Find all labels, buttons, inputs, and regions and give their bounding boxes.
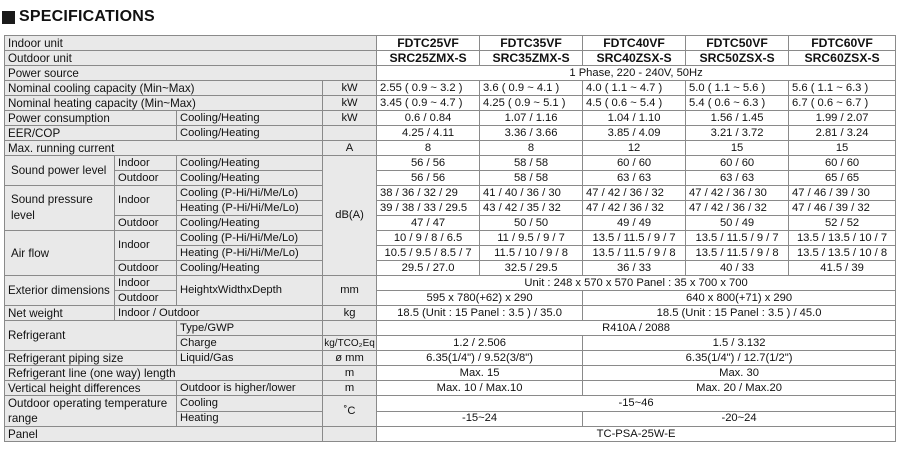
value-cell: 47 / 42 / 36 / 30 (686, 186, 789, 201)
sub-label: Heating (177, 411, 323, 427)
label-eer-cop: EER/COP (5, 126, 177, 141)
value-cell: 60 / 60 (789, 156, 896, 171)
value-cell: 1 Phase, 220 - 240V, 50Hz (377, 66, 896, 81)
unit-cell: kW (323, 81, 377, 96)
value-cell: 13.5 / 11.5 / 9 / 8 (583, 246, 686, 261)
model-outdoor: SRC40ZSX-S (583, 51, 686, 66)
value-cell: Max. 20 / Max.20 (583, 381, 896, 396)
value-cell: 47 / 42 / 36 / 32 (686, 201, 789, 216)
sub-label: HeightxWidthxDepth (177, 276, 323, 306)
sub-label: Cooling/Heating (177, 261, 323, 276)
value-cell: 1.99 / 2.07 (789, 111, 896, 126)
row-outdoor-unit (5, 51, 896, 66)
value-cell: 36 / 33 (583, 261, 686, 276)
value-cell: 8 (377, 141, 480, 156)
unit-cell: kW (323, 111, 377, 126)
value-cell: 50 / 50 (480, 216, 583, 231)
sub-label: Indoor (115, 186, 177, 216)
sub-label: Charge (177, 336, 323, 351)
sub-label: Indoor (115, 276, 177, 291)
label-indoor-unit: Indoor unit (5, 36, 377, 51)
value-cell: 13.5 / 13.5 / 10 / 8 (789, 246, 896, 261)
value-cell: 47 / 46 / 39 / 30 (789, 186, 896, 201)
value-cell: 49 / 49 (583, 216, 686, 231)
row-vertical (5, 381, 896, 396)
unit-cell: kg (323, 306, 377, 321)
label-refrigerant: Refrigerant (5, 321, 177, 351)
spec-table (4, 35, 896, 442)
row-sound-power-indoor (5, 156, 896, 171)
sub-label: Outdoor (115, 171, 177, 186)
label-power-source: Power source (5, 66, 377, 81)
sub-label: Outdoor (115, 216, 177, 231)
label-panel: Panel (5, 427, 323, 442)
unit-cell: m (323, 366, 377, 381)
row-piping (5, 351, 896, 366)
sub-label: Outdoor (115, 291, 177, 306)
row-max-current (5, 141, 896, 156)
sub-label: Heating (P-Hi/Hi/Me/Lo) (177, 201, 323, 216)
value-cell: 47 / 46 / 39 / 32 (789, 201, 896, 216)
title-text: SPECIFICATIONS (19, 8, 155, 25)
value-cell: 38 / 36 / 32 / 29 (377, 186, 480, 201)
sub-label: Indoor (115, 231, 177, 261)
label-outdoor-unit: Outdoor unit (5, 51, 377, 66)
value-cell: 1.2 / 2.506 (377, 336, 583, 351)
value-cell: 6.35(1/4") / 9.52(3/8") (377, 351, 583, 366)
sub-label: Outdoor (115, 261, 177, 276)
label-vertical: Vertical height differences (5, 381, 177, 396)
label-heating-capacity: Nominal heating capacity (Min~Max) (5, 96, 323, 111)
label-line-length: Refrigerant line (one way) length (5, 366, 323, 381)
value-cell: 18.5 (Unit : 15 Panel : 3.5 ) / 35.0 (377, 306, 583, 321)
sub-label: Cooling (P-Hi/Hi/Me/Lo) (177, 231, 323, 246)
sub-label: Cooling/Heating (177, 111, 323, 126)
value-cell: 4.0 ( 1.1 ~ 4.7 ) (583, 81, 686, 96)
unit-cell (323, 427, 377, 442)
value-cell: 2.81 / 3.24 (789, 126, 896, 141)
row-panel (5, 427, 896, 442)
value-cell: Unit : 248 x 570 x 570 Panel : 35 x 700 x 700 (377, 276, 896, 291)
value-cell: 43 / 42 / 35 / 32 (480, 201, 583, 216)
unit-cell: ø mm (323, 351, 377, 366)
model-indoor: FDTC60VF (789, 36, 896, 51)
model-outdoor: SRC25ZMX-S (377, 51, 480, 66)
value-cell: 18.5 (Unit : 15 Panel : 3.5 ) / 45.0 (583, 306, 896, 321)
value-cell: 11.5 / 10 / 9 / 8 (480, 246, 583, 261)
section-title (2, 6, 155, 28)
value-cell: 6.35(1/4") / 12.7(1/2") (583, 351, 896, 366)
value-cell: 13.5 / 11.5 / 9 / 7 (686, 231, 789, 246)
value-cell: 3.21 / 3.72 (686, 126, 789, 141)
value-cell: 10.5 / 9.5 / 8.5 / 7 (377, 246, 480, 261)
label-outdoor-temp: Outdoor operating temperature range (5, 396, 177, 427)
value-cell: 52 / 52 (789, 216, 896, 231)
model-outdoor: SRC35ZMX-S (480, 51, 583, 66)
row-indoor-unit (5, 36, 896, 51)
value-cell: Max. 10 / Max.10 (377, 381, 583, 396)
sub-label: Type/GWP (177, 321, 323, 336)
value-cell: 5.0 ( 1.1 ~ 5.6 ) (686, 81, 789, 96)
model-indoor: FDTC50VF (686, 36, 789, 51)
value-cell: 63 / 63 (583, 171, 686, 186)
value-cell: 50 / 49 (686, 216, 789, 231)
value-cell: 47 / 42 / 36 / 32 (583, 201, 686, 216)
title-square-icon (2, 11, 15, 24)
unit-cell (323, 126, 377, 141)
row-temp-cooling (5, 396, 896, 412)
model-indoor: FDTC35VF (480, 36, 583, 51)
value-cell: 56 / 56 (377, 171, 480, 186)
model-outdoor: SRC50ZSX-S (686, 51, 789, 66)
value-cell: 3.85 / 4.09 (583, 126, 686, 141)
value-cell: 1.04 / 1.10 (583, 111, 686, 126)
sub-label: Outdoor is higher/lower (177, 381, 323, 396)
value-cell: 29.5 / 27.0 (377, 261, 480, 276)
label-exterior-dimensions: Exterior dimensions (5, 276, 115, 306)
value-cell: 3.45 ( 0.9 ~ 4.7 ) (377, 96, 480, 111)
value-cell: R410A / 2088 (377, 321, 896, 336)
value-cell: 1.56 / 1.45 (686, 111, 789, 126)
row-airflow-cooling (5, 231, 896, 246)
unit-cell-dba: dB(A) (323, 156, 377, 276)
value-cell: 32.5 / 29.5 (480, 261, 583, 276)
label-air-flow: Air flow (5, 231, 115, 276)
value-cell: 65 / 65 (789, 171, 896, 186)
sub-label: Cooling/Heating (177, 171, 323, 186)
value-cell: 4.25 ( 0.9 ~ 5.1 ) (480, 96, 583, 111)
value-cell: 6.7 ( 0.6 ~ 6.7 ) (789, 96, 896, 111)
value-cell: -15~46 (377, 396, 896, 412)
unit-cell: A (323, 141, 377, 156)
value-cell: -20~24 (583, 411, 896, 427)
value-cell: 15 (789, 141, 896, 156)
row-line-length (5, 366, 896, 381)
value-cell: 60 / 60 (686, 156, 789, 171)
value-cell: 5.6 ( 1.1 ~ 6.3 ) (789, 81, 896, 96)
sub-label: Heating (P-Hi/Hi/Me/Lo) (177, 246, 323, 261)
value-cell: 56 / 56 (377, 156, 480, 171)
value-cell: -15~24 (377, 411, 583, 427)
row-power-consumption (5, 111, 896, 126)
value-cell: 1.5 / 3.132 (583, 336, 896, 351)
value-cell: 13.5 / 11.5 / 9 / 7 (583, 231, 686, 246)
sub-label: Cooling/Heating (177, 126, 323, 141)
value-cell: 13.5 / 11.5 / 9 / 8 (686, 246, 789, 261)
unit-cell: m (323, 381, 377, 396)
value-cell: 41.5 / 39 (789, 261, 896, 276)
model-indoor: FDTC25VF (377, 36, 480, 51)
value-cell: 13.5 / 13.5 / 10 / 7 (789, 231, 896, 246)
value-cell: 58 / 58 (480, 156, 583, 171)
value-cell: 40 / 33 (686, 261, 789, 276)
value-cell: 640 x 800(+71) x 290 (583, 291, 896, 306)
sub-label: Cooling/Heating (177, 216, 323, 231)
row-airflow-outdoor (5, 261, 896, 276)
row-cooling-capacity (5, 81, 896, 96)
unit-cell: kg/TCO₂Eq (324, 337, 375, 349)
value-cell: Max. 30 (583, 366, 896, 381)
unit-cell (323, 321, 377, 336)
sub-label: Indoor (115, 156, 177, 171)
value-cell: 41 / 40 / 36 / 30 (480, 186, 583, 201)
label-power-consumption: Power consumption (5, 111, 177, 126)
value-cell: 15 (686, 141, 789, 156)
sub-label: Cooling (177, 396, 323, 412)
label-sound-pressure: Sound pressure level (5, 186, 115, 231)
row-eer-cop (5, 126, 896, 141)
unit-cell: kW (323, 96, 377, 111)
value-cell: 12 (583, 141, 686, 156)
label-max-current: Max. running current (5, 141, 323, 156)
value-cell: 11 / 9.5 / 9 / 7 (480, 231, 583, 246)
row-exterior-indoor (5, 276, 896, 291)
value-cell: 2.55 ( 0.9 ~ 3.2 ) (377, 81, 480, 96)
value-cell: 4.5 ( 0.6 ~ 5.4 ) (583, 96, 686, 111)
row-sound-pressure-outdoor (5, 216, 896, 231)
value-cell: 8 (480, 141, 583, 156)
sub-label: Cooling/Heating (177, 156, 323, 171)
value-cell: TC-PSA-25W-E (377, 427, 896, 442)
unit-cell: ˚C (323, 396, 377, 427)
value-cell: 595 x 780(+62) x 290 (377, 291, 583, 306)
row-sound-power-outdoor (5, 171, 896, 186)
row-refrigerant-type (5, 321, 896, 336)
row-power-source (5, 66, 896, 81)
value-cell: 3.36 / 3.66 (480, 126, 583, 141)
row-sound-pressure-cooling (5, 186, 896, 201)
model-outdoor: SRC60ZSX-S (789, 51, 896, 66)
value-cell: 60 / 60 (583, 156, 686, 171)
value-cell: 39 / 38 / 33 / 29.5 (377, 201, 480, 216)
sub-label: Cooling (P-Hi/Hi/Me/Lo) (177, 186, 323, 201)
value-cell: 47 / 42 / 36 / 32 (583, 186, 686, 201)
label-sound-power: Sound power level (5, 156, 115, 186)
value-cell: 3.6 ( 0.9 ~ 4.1 ) (480, 81, 583, 96)
value-cell: 5.4 ( 0.6 ~ 6.3 ) (686, 96, 789, 111)
value-cell: 1.07 / 1.16 (480, 111, 583, 126)
value-cell: 58 / 58 (480, 171, 583, 186)
unit-cell: mm (323, 276, 377, 306)
value-cell: 4.25 / 4.11 (377, 126, 480, 141)
value-cell: 63 / 63 (686, 171, 789, 186)
row-net-weight (5, 306, 896, 321)
row-exterior-outdoor (5, 291, 896, 306)
value-cell: 10 / 9 / 8 / 6.5 (377, 231, 480, 246)
label-piping: Refrigerant piping size (5, 351, 177, 366)
model-indoor: FDTC40VF (583, 36, 686, 51)
label-net-weight: Net weight (5, 306, 115, 321)
label-cooling-capacity: Nominal cooling capacity (Min~Max) (5, 81, 323, 96)
value-cell: 47 / 47 (377, 216, 480, 231)
sub-label: Liquid/Gas (177, 351, 323, 366)
value-cell: 0.6 / 0.84 (377, 111, 480, 126)
row-heating-capacity (5, 96, 896, 111)
sub-label: Indoor / Outdoor (115, 306, 323, 321)
value-cell: Max. 15 (377, 366, 583, 381)
